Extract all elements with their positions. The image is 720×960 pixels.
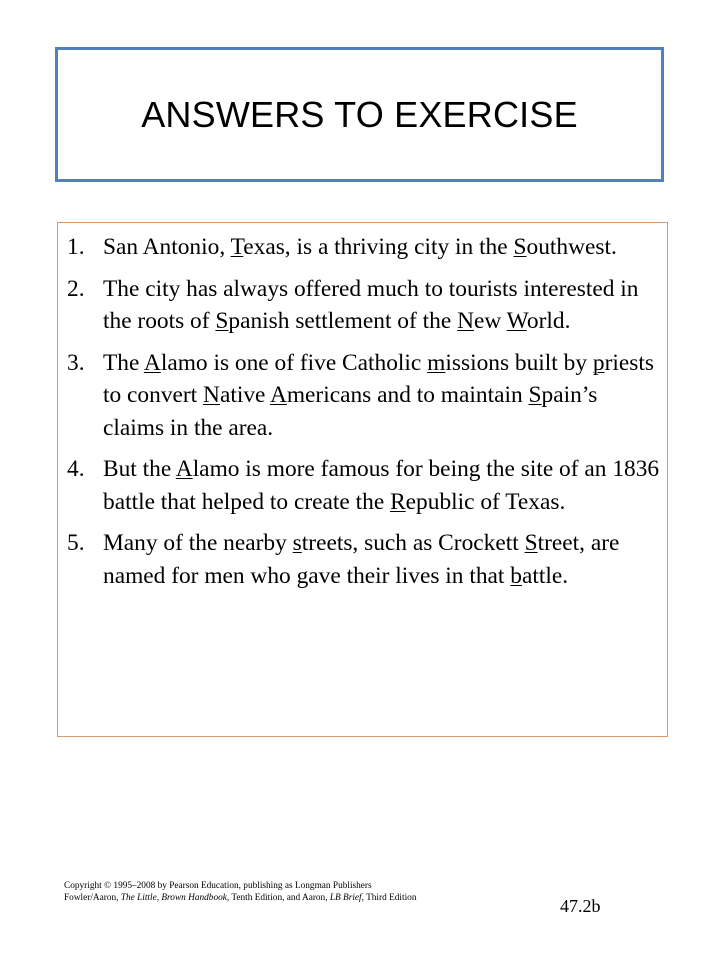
underlined-letter: s — [292, 530, 302, 556]
text-segment: epublic of Texas. — [405, 488, 566, 515]
text-segment: San Antonio, — [103, 234, 231, 260]
citation-line — [64, 892, 416, 904]
underlined-letter: R — [390, 488, 406, 515]
text-segment: The — [103, 349, 144, 376]
text-segment: Many of the nearby — [103, 530, 293, 556]
text-segment: pain’s claims in the area. — [103, 382, 598, 441]
text-segment: treets, such as Crockett — [301, 530, 525, 556]
answer-number: 4. — [67, 456, 85, 482]
underlined-letter: A — [175, 456, 193, 482]
slide-number: 47.2b — [560, 896, 601, 916]
answer-number: 2. — [67, 275, 85, 302]
underlined-letter: W — [506, 308, 527, 334]
answer-text — [103, 453, 663, 518]
text-segment: ative — [219, 382, 270, 408]
answer-item-5 — [67, 527, 663, 592]
text-segment: treet, are named for men who gave their lives in that — [103, 530, 620, 589]
underlined-letter: p — [592, 349, 605, 376]
title-box — [55, 47, 664, 182]
text-segment: ew — [473, 308, 507, 334]
answer-text — [103, 231, 663, 264]
answer-number: 1. — [67, 234, 85, 260]
text-segment: issions built by — [445, 349, 593, 376]
text-segment: The city has always offered much to tourists interested in the roots of — [103, 275, 639, 334]
text-segment: riests to convert — [103, 349, 654, 408]
copyright-footer — [64, 880, 416, 904]
book-title-1: The Little, Brown Handbook, — [120, 893, 230, 903]
text-segment: mericans and to maintain — [286, 382, 529, 408]
underlined-letter: m — [427, 349, 446, 376]
answer-number: 5. — [67, 530, 85, 556]
answer-item-2 — [67, 273, 663, 338]
slide-title: ANSWERS TO EXERCISE — [141, 93, 578, 135]
text-segment: exas, is a thriving city in the — [243, 234, 514, 260]
citation-prefix: Fowler/Aaron, — [64, 893, 121, 903]
text-segment: lamo is one of five Catholic — [160, 349, 428, 376]
text-segment: But the — [103, 456, 176, 482]
answer-item-1 — [67, 231, 663, 264]
text-segment: panish settlement of the — [228, 308, 458, 334]
underlined-letter: S — [215, 308, 229, 334]
underlined-letter: A — [269, 382, 287, 408]
citation-middle: Tenth Edition, and Aaron, — [229, 893, 330, 903]
book-title-2: LB Brief, — [329, 893, 364, 903]
text-segment: attle. — [521, 562, 569, 589]
underlined-letter: S — [513, 234, 527, 260]
underlined-letter: A — [143, 349, 161, 376]
text-segment: outhwest. — [526, 234, 617, 260]
answer-text — [103, 273, 663, 338]
underlined-letter: N — [457, 308, 474, 334]
text-segment: orld. — [526, 308, 571, 334]
answers-list — [67, 231, 663, 601]
citation-suffix: Third Edition — [363, 893, 417, 903]
text-segment: lamo is more famous for being the site of an 1836 battle that helped to create the — [103, 456, 660, 515]
underlined-letter: S — [528, 382, 542, 408]
answer-text — [103, 527, 663, 592]
answers-box — [57, 222, 668, 737]
underlined-letter: N — [203, 382, 220, 408]
copyright-line: Copyright © 1995–2008 by Pearson Education, publishing as Longman Publishers — [64, 881, 372, 891]
answer-item-3 — [67, 347, 663, 445]
underlined-letter: T — [230, 234, 244, 260]
answer-item-4 — [67, 453, 663, 518]
answer-text — [103, 347, 663, 445]
underlined-letter: S — [524, 530, 538, 556]
answer-number: 3. — [67, 349, 85, 376]
underlined-letter: b — [510, 562, 522, 589]
